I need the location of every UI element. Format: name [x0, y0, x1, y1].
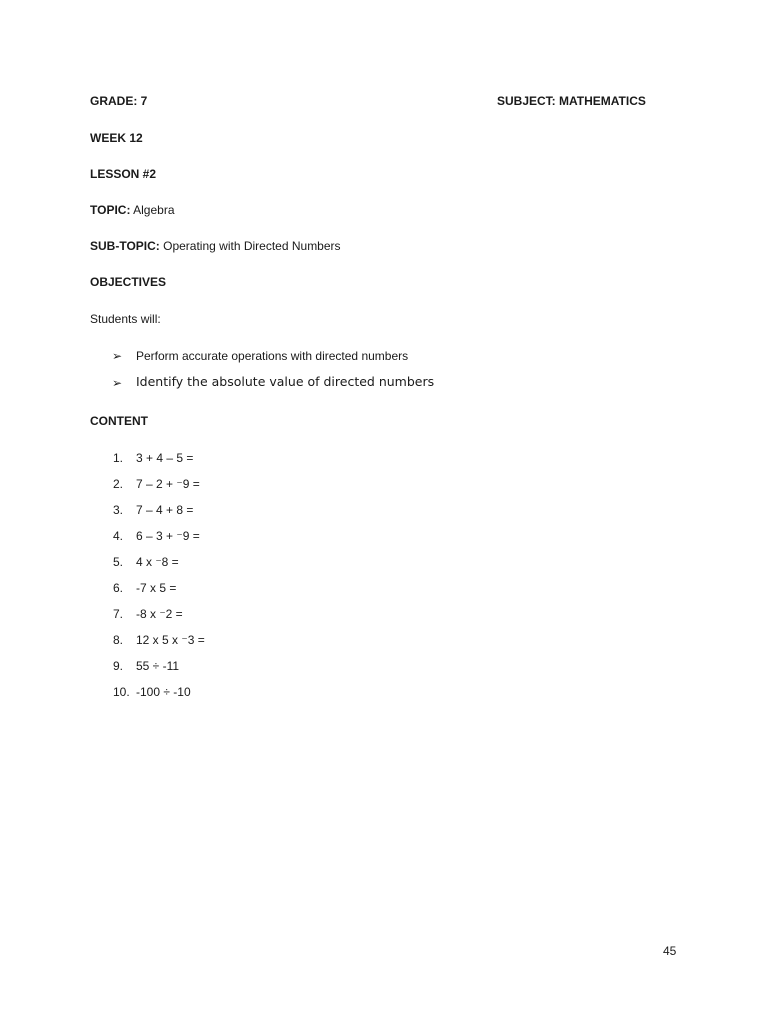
objective-text: Identify the absolute value of directed numbers	[136, 374, 435, 389]
question-expression: -8 x ⁻2 =	[136, 607, 183, 621]
subtopic-label: SUB-TOPIC:	[90, 239, 160, 253]
topic-value: Algebra	[133, 203, 175, 217]
question-expression: 12 x 5 x ⁻3 =	[136, 633, 205, 647]
question-number: 5.	[113, 555, 124, 569]
question-number: 9.	[113, 659, 124, 673]
question-number: 2.	[113, 477, 124, 491]
question-number: 7.	[113, 607, 124, 621]
page-number: 45	[663, 944, 677, 958]
question-expression: 3 + 4 – 5 =	[136, 451, 194, 465]
objectives-heading: OBJECTIVES	[90, 275, 167, 289]
question-expression: 4 x ⁻8 =	[136, 555, 179, 569]
arrow-bullet-icon: ➢	[112, 376, 123, 390]
question-number: 4.	[113, 529, 124, 543]
arrow-bullet-icon: ➢	[112, 349, 123, 363]
content-heading: CONTENT	[90, 414, 148, 428]
topic-label: TOPIC:	[90, 203, 131, 217]
question-expression: 7 – 4 + 8 =	[136, 503, 194, 517]
week-label: WEEK 12	[90, 131, 143, 145]
topic-line	[90, 202, 175, 218]
grade-label: GRADE: 7	[90, 94, 148, 108]
question-expression: 6 – 3 + ⁻9 =	[136, 529, 200, 543]
question-number: 3.	[113, 503, 124, 517]
subtopic-line	[90, 238, 341, 254]
lesson-label: LESSON #2	[90, 167, 157, 181]
question-number: 10.	[113, 685, 130, 699]
question-expression: 55 ÷ -11	[136, 659, 180, 673]
question-expression: -7 x 5 =	[136, 581, 177, 595]
question-number: 8.	[113, 633, 124, 647]
question-expression: 7 – 2 + ⁻9 =	[136, 477, 200, 491]
objective-text: Perform accurate operations with directed numbers	[136, 349, 409, 363]
subject-label: SUBJECT: MATHEMATICS	[497, 94, 646, 108]
subtopic-value: Operating with Directed Numbers	[163, 239, 341, 253]
question-number: 6.	[113, 581, 124, 595]
question-number: 1.	[113, 451, 124, 465]
objectives-intro: Students will:	[90, 312, 161, 326]
question-expression: -100 ÷ -10	[136, 685, 191, 699]
